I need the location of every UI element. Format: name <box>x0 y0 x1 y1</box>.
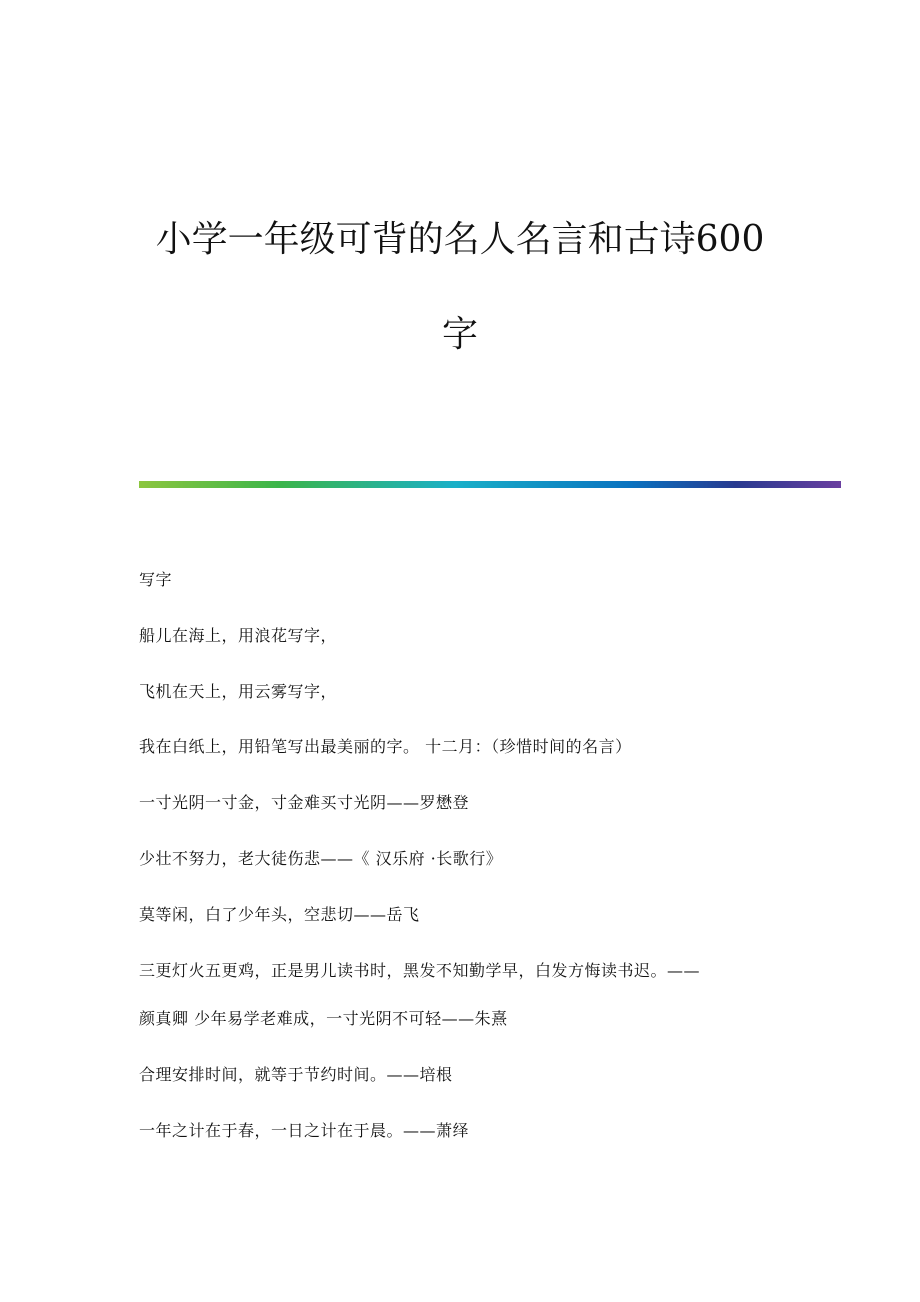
body-line: 船儿在海上，用浪花写字， <box>139 626 338 645</box>
body-line: 我在白纸上，用铅笔写出最美丽的字。 十二月：（珍惜时间的名言） <box>139 737 632 756</box>
document-title-line-1: 小学一年级可背的名人名言和古诗600 <box>155 219 765 260</box>
body-line-quote: 一年之计在于春，一日之计在于晨。——萧绎 <box>139 1121 470 1140</box>
body-line-quote: 一寸光阴一寸金，寸金难买寸光阴——罗懋登 <box>139 793 470 812</box>
body-line-poem-title: 写字 <box>139 570 173 589</box>
body-line-quote: 合理安排时间，就等于节约时间。——培根 <box>139 1065 453 1084</box>
body-line: 飞机在天上，用云雾写字， <box>139 682 338 701</box>
body-line-quote: 少壮不努力，老大徒伤悲——《 汉乐府 ·长歌行》 <box>139 849 503 868</box>
body-line-quote: 莫等闲，白了少年头，空悲切——岳飞 <box>139 905 420 924</box>
document-title-line-2: 字 <box>441 314 478 355</box>
body-line-quote: 三更灯火五更鸡，正是男儿读书时，黑发不知勤学早，白发方悔读书迟。—— <box>139 961 701 980</box>
title-divider <box>139 481 841 488</box>
body-line-quote: 颜真卿 少年易学老难成，一寸光阴不可轻——朱熹 <box>139 1009 508 1028</box>
